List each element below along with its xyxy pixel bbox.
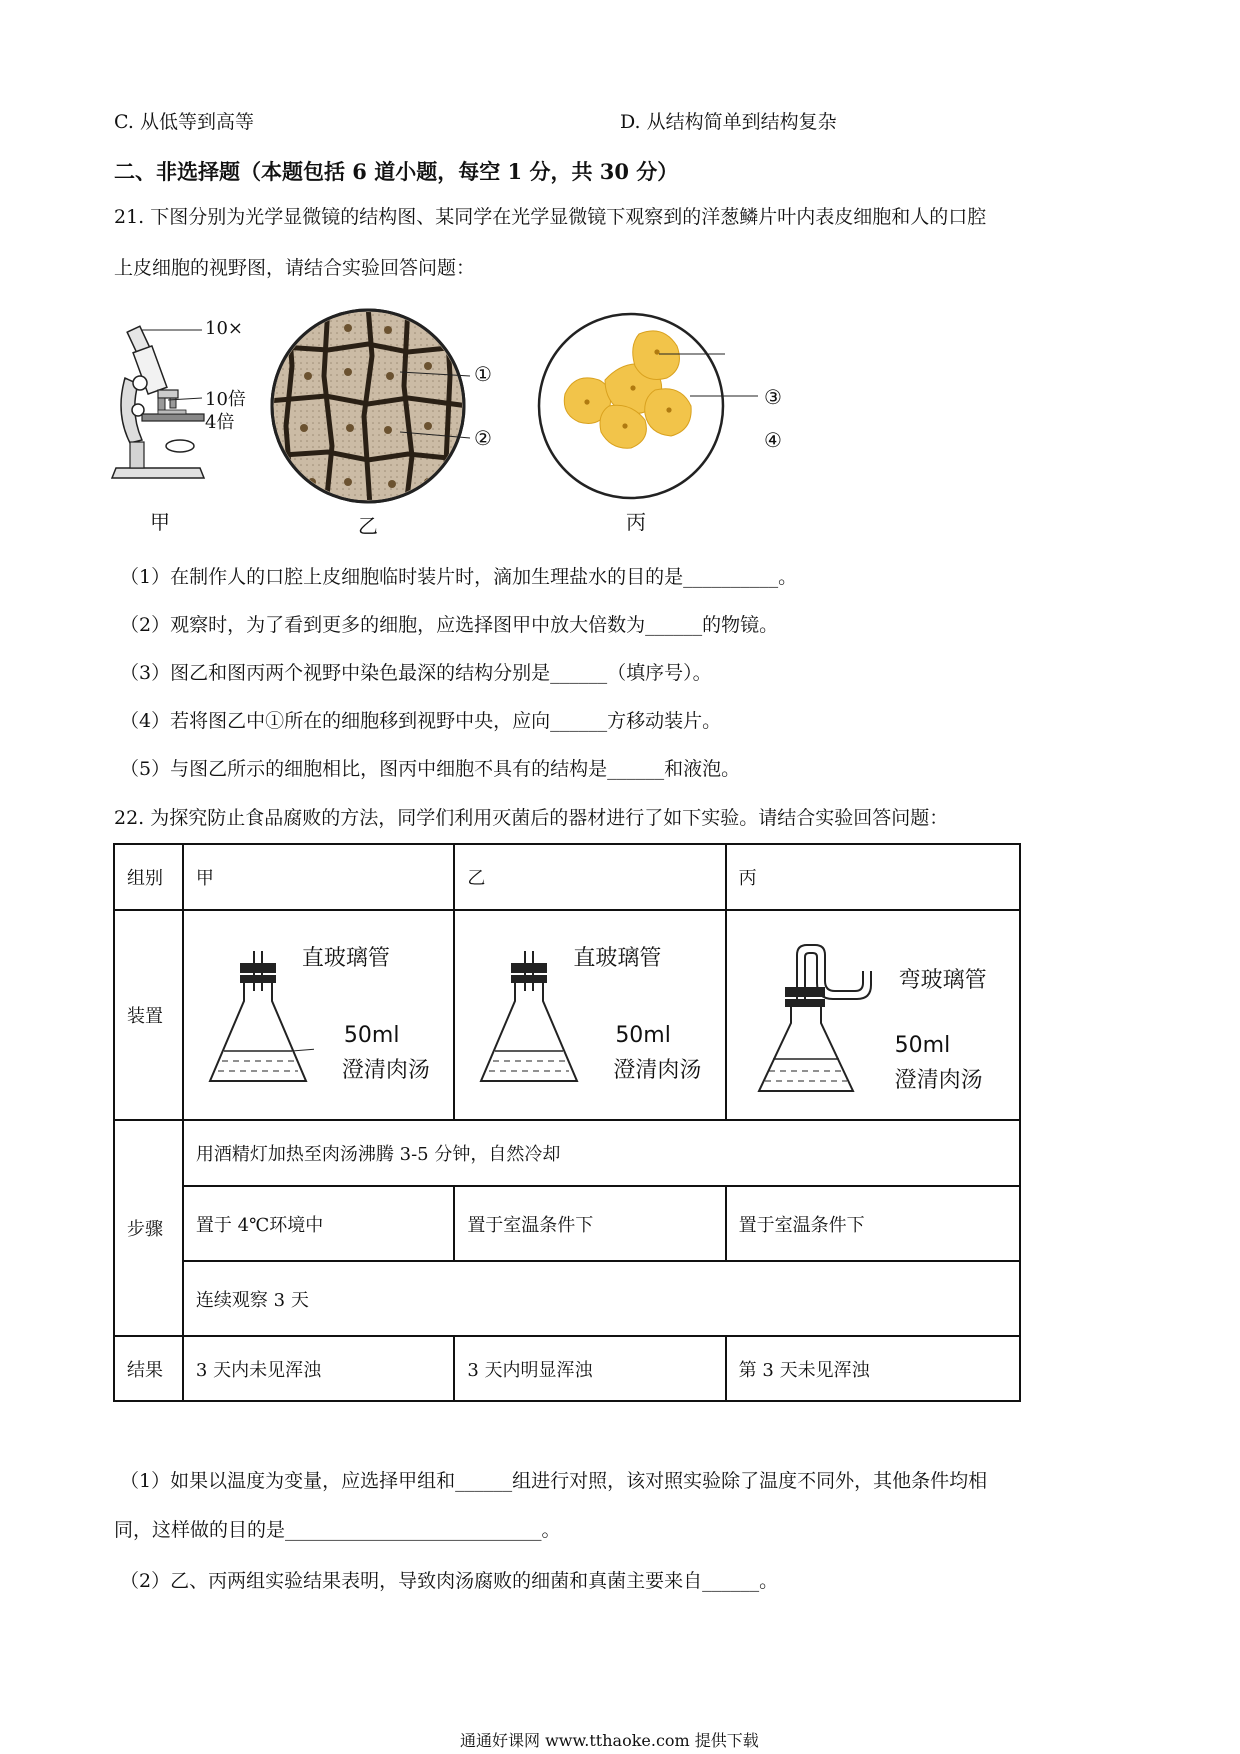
q21-part-3: （3）图乙和图丙两个视野中染色最深的结构分别是______（填序号）。 (120, 662, 712, 684)
header-result: 结果 (114, 1336, 183, 1401)
footer-source: 通通好课网 www.tthaoke.com 提供下载 (460, 1731, 759, 1750)
step-common-2: 连续观察 3 天 (183, 1261, 1020, 1336)
marker-2: ② (474, 426, 492, 450)
table-row-groups (114, 844, 1020, 910)
device-bing-liquid: 澄清肉汤 (894, 1068, 983, 1093)
leader-lines-bing (690, 340, 760, 440)
step-condition-bing: 置于室温条件下 (726, 1186, 1020, 1261)
group-yi: 乙 (454, 844, 725, 910)
q22-part-1-line1: （1）如果以温度为变量，应选择甲组和______组进行对照，该对照实验除了温度不同外，其他条件均相 (120, 1470, 988, 1492)
section-title: 二、非选择题（本题包括 6 道小题，每空 1 分，共 30 分） (114, 159, 679, 184)
eyepiece-label: 10× (205, 318, 243, 339)
device-yi-volume: 50ml (615, 1023, 671, 1048)
q22-part-1-line2: 同，这样做的目的是___________________________。 (114, 1519, 561, 1541)
result-jia: 3 天内未见浑浊 (183, 1336, 454, 1401)
objective-high-label: 10倍 (205, 389, 246, 410)
figure-label-yi: 乙 (358, 514, 378, 538)
device-jia (183, 910, 454, 1120)
device-jia-tube: 直玻璃管 (301, 946, 390, 971)
q21-part-2: （2）观察时，为了看到更多的细胞，应选择图甲中放大倍数为______的物镜。 (120, 614, 779, 636)
device-yi (454, 910, 725, 1120)
table-row-step-3 (114, 1261, 1020, 1336)
table-row-step-2 (114, 1186, 1020, 1261)
figure-label-jia: 甲 (150, 510, 170, 534)
objective-low-label: 4倍 (205, 412, 235, 433)
q21-part-1: （1）在制作人的口腔上皮细胞临时装片时，滴加生理盐水的目的是__________。 (120, 566, 798, 588)
result-yi: 3 天内明显浑浊 (454, 1336, 725, 1401)
step-condition-jia: 置于 4℃环境中 (183, 1186, 454, 1261)
leader-lines-yi (400, 360, 480, 450)
q21-stem-line2: 上皮细胞的视野图，请结合实验回答问题： (114, 257, 476, 279)
device-jia-liquid: 澄清肉汤 (341, 1058, 430, 1083)
group-jia: 甲 (183, 844, 454, 910)
device-bing-tube: 弯玻璃管 (898, 968, 987, 993)
marker-4: ④ (764, 428, 782, 452)
header-device: 装置 (114, 910, 183, 1120)
marker-1: ① (474, 362, 492, 386)
q21-stem-line1: 21. 下图分别为光学显微镜的结构图、某同学在光学显微镜下观察到的洋葱鳞片叶内表皮细胞和人的口腔 (114, 206, 987, 228)
header-group: 组别 (114, 844, 183, 910)
figure-label-bing: 丙 (626, 510, 646, 534)
q21-part-4: （4）若将图乙中①所在的细胞移到视野中央，应向______方移动装片。 (120, 710, 722, 732)
device-yi-tube: 直玻璃管 (573, 946, 662, 971)
q21-part-5: （5）与图乙所示的细胞相比，图丙中细胞不具有的结构是______和液泡。 (120, 758, 741, 780)
table-row-results (114, 1336, 1020, 1401)
flask-bent-tube-icon (755, 941, 885, 1101)
group-bing: 丙 (726, 844, 1020, 910)
device-jia-volume: 50ml (343, 1023, 400, 1048)
marker-3: ③ (764, 385, 782, 409)
device-bing-volume: 50ml (894, 1033, 951, 1058)
table-row-devices (114, 910, 1020, 1120)
table-row-step-1 (114, 1120, 1020, 1186)
device-bing (726, 910, 1020, 1120)
step-common-1: 用酒精灯加热至肉汤沸腾 3-5 分钟，自然冷却 (183, 1120, 1020, 1186)
q22-part-2: （2）乙、丙两组实验结果表明，导致肉汤腐败的细菌和真菌主要来自______。 (120, 1570, 779, 1592)
flask-straight-tube-icon (204, 951, 314, 1091)
option-c: C. 从低等到高等 (114, 111, 254, 133)
step-condition-yi: 置于室温条件下 (454, 1186, 725, 1261)
device-yi-liquid: 澄清肉汤 (613, 1058, 702, 1083)
result-bing: 第 3 天未见浑浊 (726, 1336, 1020, 1401)
experiment-table (113, 843, 1021, 1402)
flask-straight-tube-icon (475, 951, 585, 1091)
q22-stem: 22. 为探究防止食品腐败的方法，同学们利用灭菌后的器材进行了如下实验。请结合实验回答问题： (114, 807, 949, 829)
header-steps: 步骤 (114, 1120, 183, 1336)
option-d: D. 从结构简单到结构复杂 (620, 111, 837, 133)
